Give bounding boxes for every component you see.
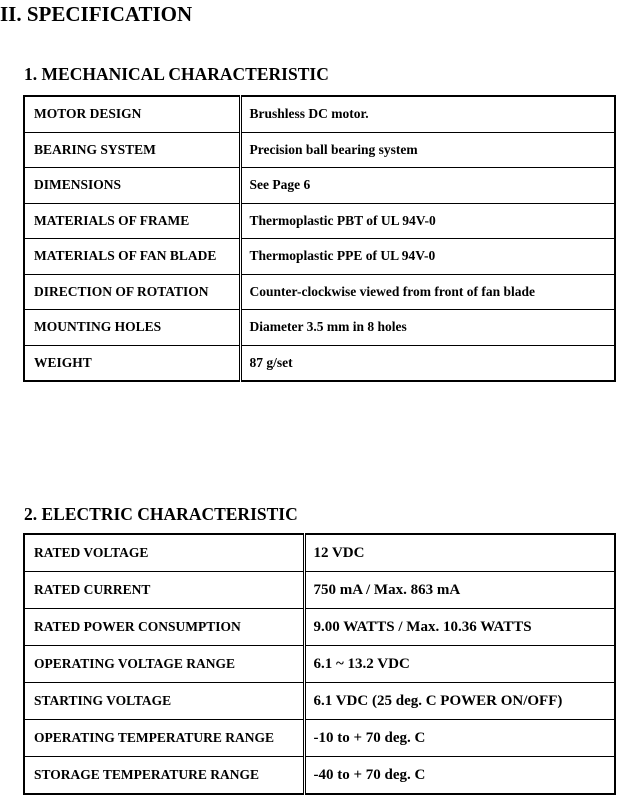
spec-value: Counter-clockwise viewed from front of fan blade [240, 274, 615, 310]
spec-value: Diameter 3.5 mm in 8 holes [240, 310, 615, 346]
spec-value: See Page 6 [240, 168, 615, 204]
table-row [24, 683, 615, 720]
table-row [24, 757, 615, 795]
spec-label: OPERATING TEMPERATURE RANGE [24, 720, 304, 757]
spec-value: 12 VDC [304, 534, 615, 572]
table-row [24, 96, 615, 132]
spec-value: -40 to + 70 deg. C [304, 757, 615, 795]
spec-label: STARTING VOLTAGE [24, 683, 304, 720]
table-row [24, 310, 615, 346]
spec-label: MATERIALS OF FRAME [24, 203, 240, 239]
electric-spec-table [23, 533, 616, 795]
electric-section-title: 2. ELECTRIC CHARACTERISTIC [24, 504, 298, 524]
spec-value: Thermoplastic PPE of UL 94V-0 [240, 239, 615, 275]
spec-label: WEIGHT [24, 345, 240, 381]
table-row [24, 720, 615, 757]
spec-value: -10 to + 70 deg. C [304, 720, 615, 757]
table-row [24, 534, 615, 572]
table-row [24, 168, 615, 204]
spec-label: MATERIALS OF FAN BLADE [24, 239, 240, 275]
table-row [24, 203, 615, 239]
table-row [24, 239, 615, 275]
table-row [24, 609, 615, 646]
spec-value: 6.1 ~ 13.2 VDC [304, 646, 615, 683]
spec-value: Precision ball bearing system [240, 132, 615, 168]
spec-value: 6.1 VDC (25 deg. C POWER ON/OFF) [304, 683, 615, 720]
table-row [24, 132, 615, 168]
spec-label: RATED CURRENT [24, 572, 304, 609]
spec-label: BEARING SYSTEM [24, 132, 240, 168]
spec-label: MOTOR DESIGN [24, 96, 240, 132]
table-row [24, 646, 615, 683]
mechanical-section-title: 1. MECHANICAL CHARACTERISTIC [24, 64, 329, 84]
table-row [24, 274, 615, 310]
mechanical-spec-table [23, 95, 616, 382]
spec-label: RATED VOLTAGE [24, 534, 304, 572]
spec-value: Brushless DC motor. [240, 96, 615, 132]
table-row [24, 345, 615, 381]
spec-value: Thermoplastic PBT of UL 94V-0 [240, 203, 615, 239]
spec-label: DIRECTION OF ROTATION [24, 274, 240, 310]
spec-value: 9.00 WATTS / Max. 10.36 WATTS [304, 609, 615, 646]
spec-label: STORAGE TEMPERATURE RANGE [24, 757, 304, 795]
spec-value: 750 mA / Max. 863 mA [304, 572, 615, 609]
table-row [24, 572, 615, 609]
spec-label: OPERATING VOLTAGE RANGE [24, 646, 304, 683]
spec-value: 87 g/set [240, 345, 615, 381]
spec-label: RATED POWER CONSUMPTION [24, 609, 304, 646]
page-heading: II. SPECIFICATION [0, 2, 193, 26]
spec-label: DIMENSIONS [24, 168, 240, 204]
spec-label: MOUNTING HOLES [24, 310, 240, 346]
